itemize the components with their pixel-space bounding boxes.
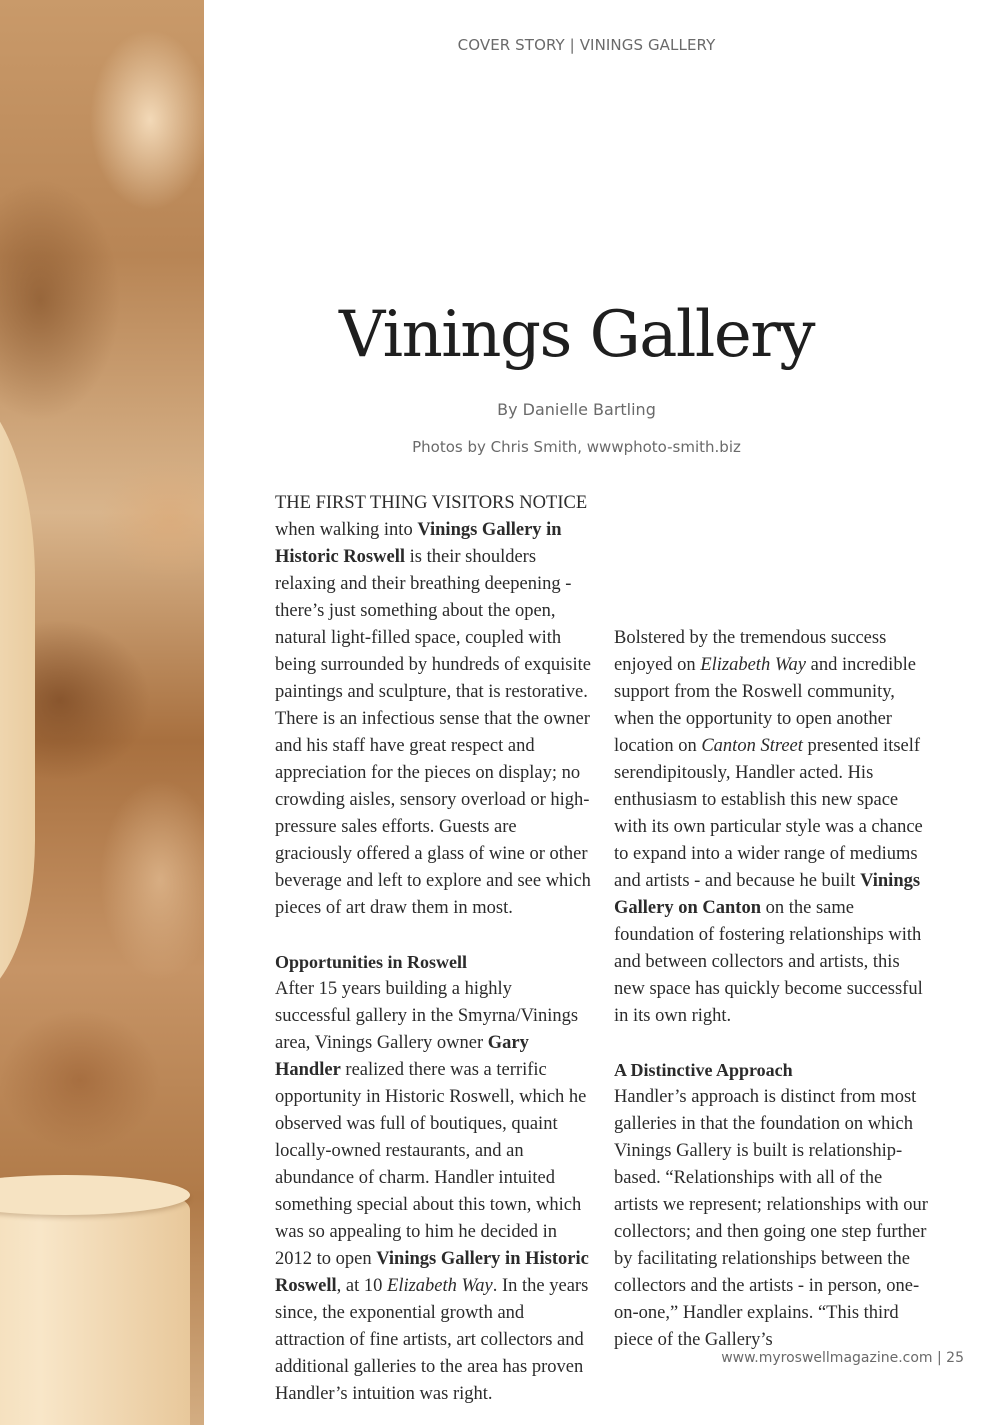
sculpture-pedestal (0, 1180, 190, 1425)
page-footer: www.myroswellmagazine.com | 25 (721, 1350, 964, 1366)
byline: By Danielle Bartling (497, 400, 656, 419)
article-title: Vinings Gallery (339, 298, 814, 372)
subhead-approach: A Distinctive Approach (614, 1060, 793, 1080)
section-label: COVER STORY | VININGS GALLERY (457, 36, 716, 54)
gallery-name: Vinings Gallery in Historic Roswell (275, 520, 562, 567)
article-column-left (275, 490, 591, 1408)
paragraph-canton: Bolstered by the tremendous success enjoyed on Elizabeth Way and incredible support from the Roswell community, when the opportunity to open another location on Canton Street presented itself serendipitously, Handler acted. His enthusiasm to establish this new space with its own particular style was a chance to expand into a wider range of mediums and artists - and because he built Vinings Gallery on Canton on the same foundation of fostering relationships with and between collectors and artists, this new space has quickly become successful in its own right. (614, 628, 923, 1026)
photo-credit: Photos by Chris Smith, wwwphoto-smith.biz (412, 438, 741, 456)
article-column-right (614, 490, 930, 1354)
paragraph-intro: THE FIRST THING VISITORS NOTICE when walking into Vinings Gallery in Historic Roswell is their shoulders relaxing and their breathing deepening - there’s just something about the open, natural light-filled space, coupled with being surrounded by hundreds of exquisite paintings and sculpture, that is restorative. There is an infectious sense that the owner and his staff have great respect and appreciation for the pieces on display; no crowding aisles, sensory overload or high-pressure sales efforts. Guests are graciously offered a glass of wine or other beverage and left to explore and see which pieces of art draw them in most. (275, 493, 591, 918)
owner-name: Gary Handler (275, 1033, 529, 1080)
lead-in: THE FIRST THING VISITORS NOTICE (275, 493, 588, 513)
cover-photo (0, 0, 204, 1425)
paragraph-approach: Handler’s approach is distinct from most galleries in that the foundation on which Vinings Gallery is built is relationship-based. “Relationships with all of the artists we represent; relationships with our collectors; and then going one step further by facilitating relationships between the collectors and the artists - in person, one-on-one,” Handler explains. “This third piece of the Gallery’s (614, 1087, 928, 1350)
subhead-opportunities: Opportunities in Roswell (275, 952, 468, 972)
sculpture-figure (0, 380, 35, 1000)
paragraph-history: After 15 years building a highly successful gallery in the Smyrna/Vinings area, Vinings Gallery owner Gary Handler realized there was a terrific opportunity in Historic Roswell, which he observed was full of boutiques, quaint locally-owned restaurants, and an abundance of charm. Handler intuited something special about this town, which was so appealing to him he decided in 2012 to open Vinings Gallery in Historic Roswell, at 10 Elizabeth Way. In the years since, the exponential growth and attraction of fine artists, art collectors and additional galleries to the area has proven Handler’s intuition was right. (275, 979, 589, 1404)
